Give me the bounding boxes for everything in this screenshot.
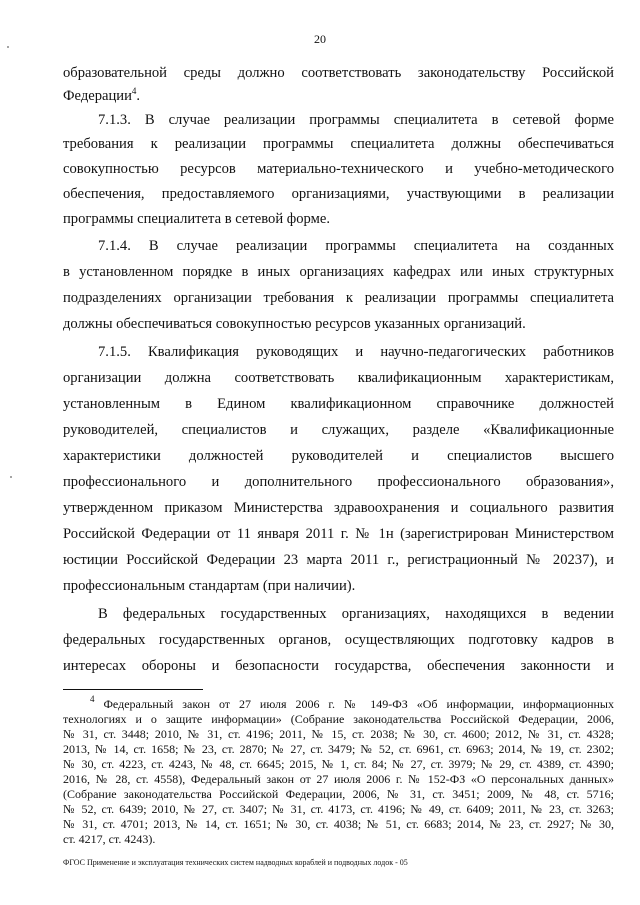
- body-line: обеспечения, предоставляемого организациями, участвующими в реализации: [63, 186, 614, 202]
- body-line: 7.1.5. Квалификация руководящих и научно-педагогических работников: [98, 344, 614, 360]
- body-line: руководителей, специалистов и служащих, разделе «Квалификационные: [63, 422, 614, 438]
- footnote-reference: 4: [131, 86, 137, 96]
- footnote-line: № 31, ст. 4701; 2013, № 14, ст. 1651; № 30, ст. 4038; № 51, ст. 6683; 2014, № 23, ст. 2927; № 30,: [63, 817, 614, 831]
- scan-speck: [10, 476, 12, 478]
- scan-speck: [7, 46, 9, 48]
- page-number: 20: [314, 32, 326, 46]
- body-line: организации должна соответствовать квалификационным характеристикам,: [63, 370, 614, 386]
- body-line: В федеральных государственных организациях, находящихся в ведении: [98, 606, 614, 622]
- body-line: профессиональным стандартам (при наличии).: [63, 578, 356, 594]
- body-line: программы специалитета в сетевой форме.: [63, 211, 330, 227]
- footnote-line: 2016, № 28, ст. 4558), Федеральный закон от 27 июля 2006 г. № 152-ФЗ «О персональных данных»: [63, 772, 614, 786]
- body-line: характеристики должностей руководителей и специалистов высшего: [63, 448, 614, 464]
- footnote-separator: [63, 689, 203, 690]
- body-line: Федерации$^4$.: [63, 86, 141, 104]
- body-line: утвержденном приказом Министерства здравоохранения и социального развития: [63, 500, 614, 516]
- footnote-line: $^4$ Федеральный закон от 27 июля 2006 г. № 149-ФЗ «Об информации, информационных: [90, 694, 614, 711]
- footnote-line: № 30, ст. 4223, ст. 4243, № 48, ст. 6645; 2015, № 1, ст. 84; № 27, ст. 3979; № 29, ст. 4389, ст. 4390;: [63, 757, 614, 771]
- body-line: должны обеспечиваться совокупностью ресурсов указанных организаций.: [63, 316, 526, 332]
- body-line: Российской Федерации от 11 января 2011 г. № 1н (зарегистрирован Министерством: [63, 526, 614, 542]
- body-line: совокупностью ресурсов материально-технического и учебно-методического: [63, 161, 614, 177]
- footnote-line: № 31, ст. 3448; 2010, № 31, ст. 4196; 2011, № 15, ст. 2038; № 30, ст. 4600; 2012, № 31, ст. 4328;: [63, 727, 614, 741]
- body-line: интересах обороны и безопасности государства, обеспечения законности и: [63, 658, 614, 674]
- body-line: требования к реализации программы специалитета должны обеспечиваться: [63, 136, 614, 152]
- body-line: установленным в Едином квалификационном справочнике должностей: [63, 396, 614, 412]
- body-line: 7.1.3. В случае реализации программы специалитета в сетевой форме: [98, 112, 614, 128]
- footnote-line: технологиях и о защите информации» (Собрание законодательства Российской Федерации, 2006,: [63, 712, 614, 726]
- body-line: в установленном порядке в иных организациях кафедрах или иных структурных: [63, 264, 614, 280]
- body-line: образовательной среды должно соответствовать законодательству Российской: [63, 65, 614, 81]
- footnote-line: № 52, ст. 6439; 2010, № 27, ст. 3407; № 31, ст. 4173, ст. 4196; № 49, ст. 6409; 2011, № 23, ст. 3263;: [63, 802, 614, 816]
- body-line: профессионального и дополнительного профессионального образования»,: [63, 474, 614, 490]
- footnote-line: (Собрание законодательства Российской Федерации, 2006, № 31, ст. 3451; 2009, № 48, ст. 5716;: [63, 787, 614, 801]
- body-line: подразделениях организации требования к реализации программы специалитета: [63, 290, 614, 306]
- body-line: юстиции Российской Федерации 23 марта 2011 г., регистрационный № 20237), и: [63, 552, 614, 568]
- body-line: федеральных государственных органов, осуществляющих подготовку кадров в: [63, 632, 614, 648]
- footnote-marker: 4: [90, 694, 95, 704]
- body-line: 7.1.4. В случае реализации программы специалитета на созданных: [98, 238, 614, 254]
- footnote-line: 2013, № 14, ст. 1658; № 23, ст. 2870; № 27, ст. 3479; № 52, ст. 6961, ст. 6963; 2014, № 19, ст. 2302;: [63, 742, 614, 756]
- footnote-line: ст. 4217, ст. 4243).: [63, 832, 156, 846]
- page-footer: ФГОС Применение и эксплуатация технических систем надводных кораблей и подводных лодок - 05: [63, 858, 408, 867]
